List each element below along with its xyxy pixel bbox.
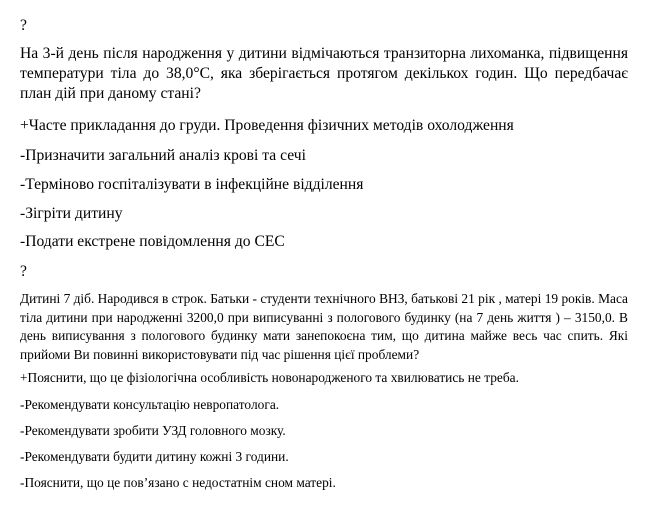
question-1-marker: ?	[20, 17, 27, 34]
question-2-marker: ?	[20, 263, 27, 280]
question-1-option-5: -Подати екстрене повідомлення до СЕС	[20, 233, 285, 250]
question-2-option-1: +Пояснити, що це фізіологічна особливість новонародженого та хвилюватись не треба.	[20, 370, 519, 385]
question-2-option-4: -Рекомендувати будити дитину кожні 3 години.	[20, 449, 289, 464]
question-2-text: Дитині 7 діб. Народився в строк. Батьки - студенти технічного ВНЗ, батькові 21 рік , матері 19 років. Маса тіла дитини при народженні 3200,0 при виписуванні з пологового будинку (на 7 день життя ) – 3150,0. В день виписування з пологового будинку мати занепокоєна тим, що дитина майже весь час спить. Які прийоми Ви повинні використовувати під час рішення цієї проблеми?	[20, 291, 628, 362]
question-1-option-4: -Зігріти дитину	[20, 205, 123, 222]
question-1-option-3: -Терміново госпіталізувати в інфекційне відділення	[20, 176, 364, 193]
question-2-option-3: -Рекомендувати зробити УЗД головного мозку.	[20, 423, 286, 438]
question-2-option-2: -Рекомендувати консультацію невропатолога.	[20, 397, 280, 412]
question-2-option-5: -Пояснити, що це пов’язано с недостатнім сном матері.	[20, 475, 336, 490]
question-1-option-2: -Призначити загальний аналіз крові та сечі	[20, 147, 306, 164]
question-1-text: На 3-й день після народження у дитини відмічаються транзиторна лихоманка, підвищення температури тіла до 38,0°С, яка зберігається протягом декількох годин. Що передбачає план дій при даному стані?	[20, 45, 628, 102]
question-1-option-1: +Часте прикладання до груди. Проведення фізичних методів охолодження	[20, 117, 514, 134]
